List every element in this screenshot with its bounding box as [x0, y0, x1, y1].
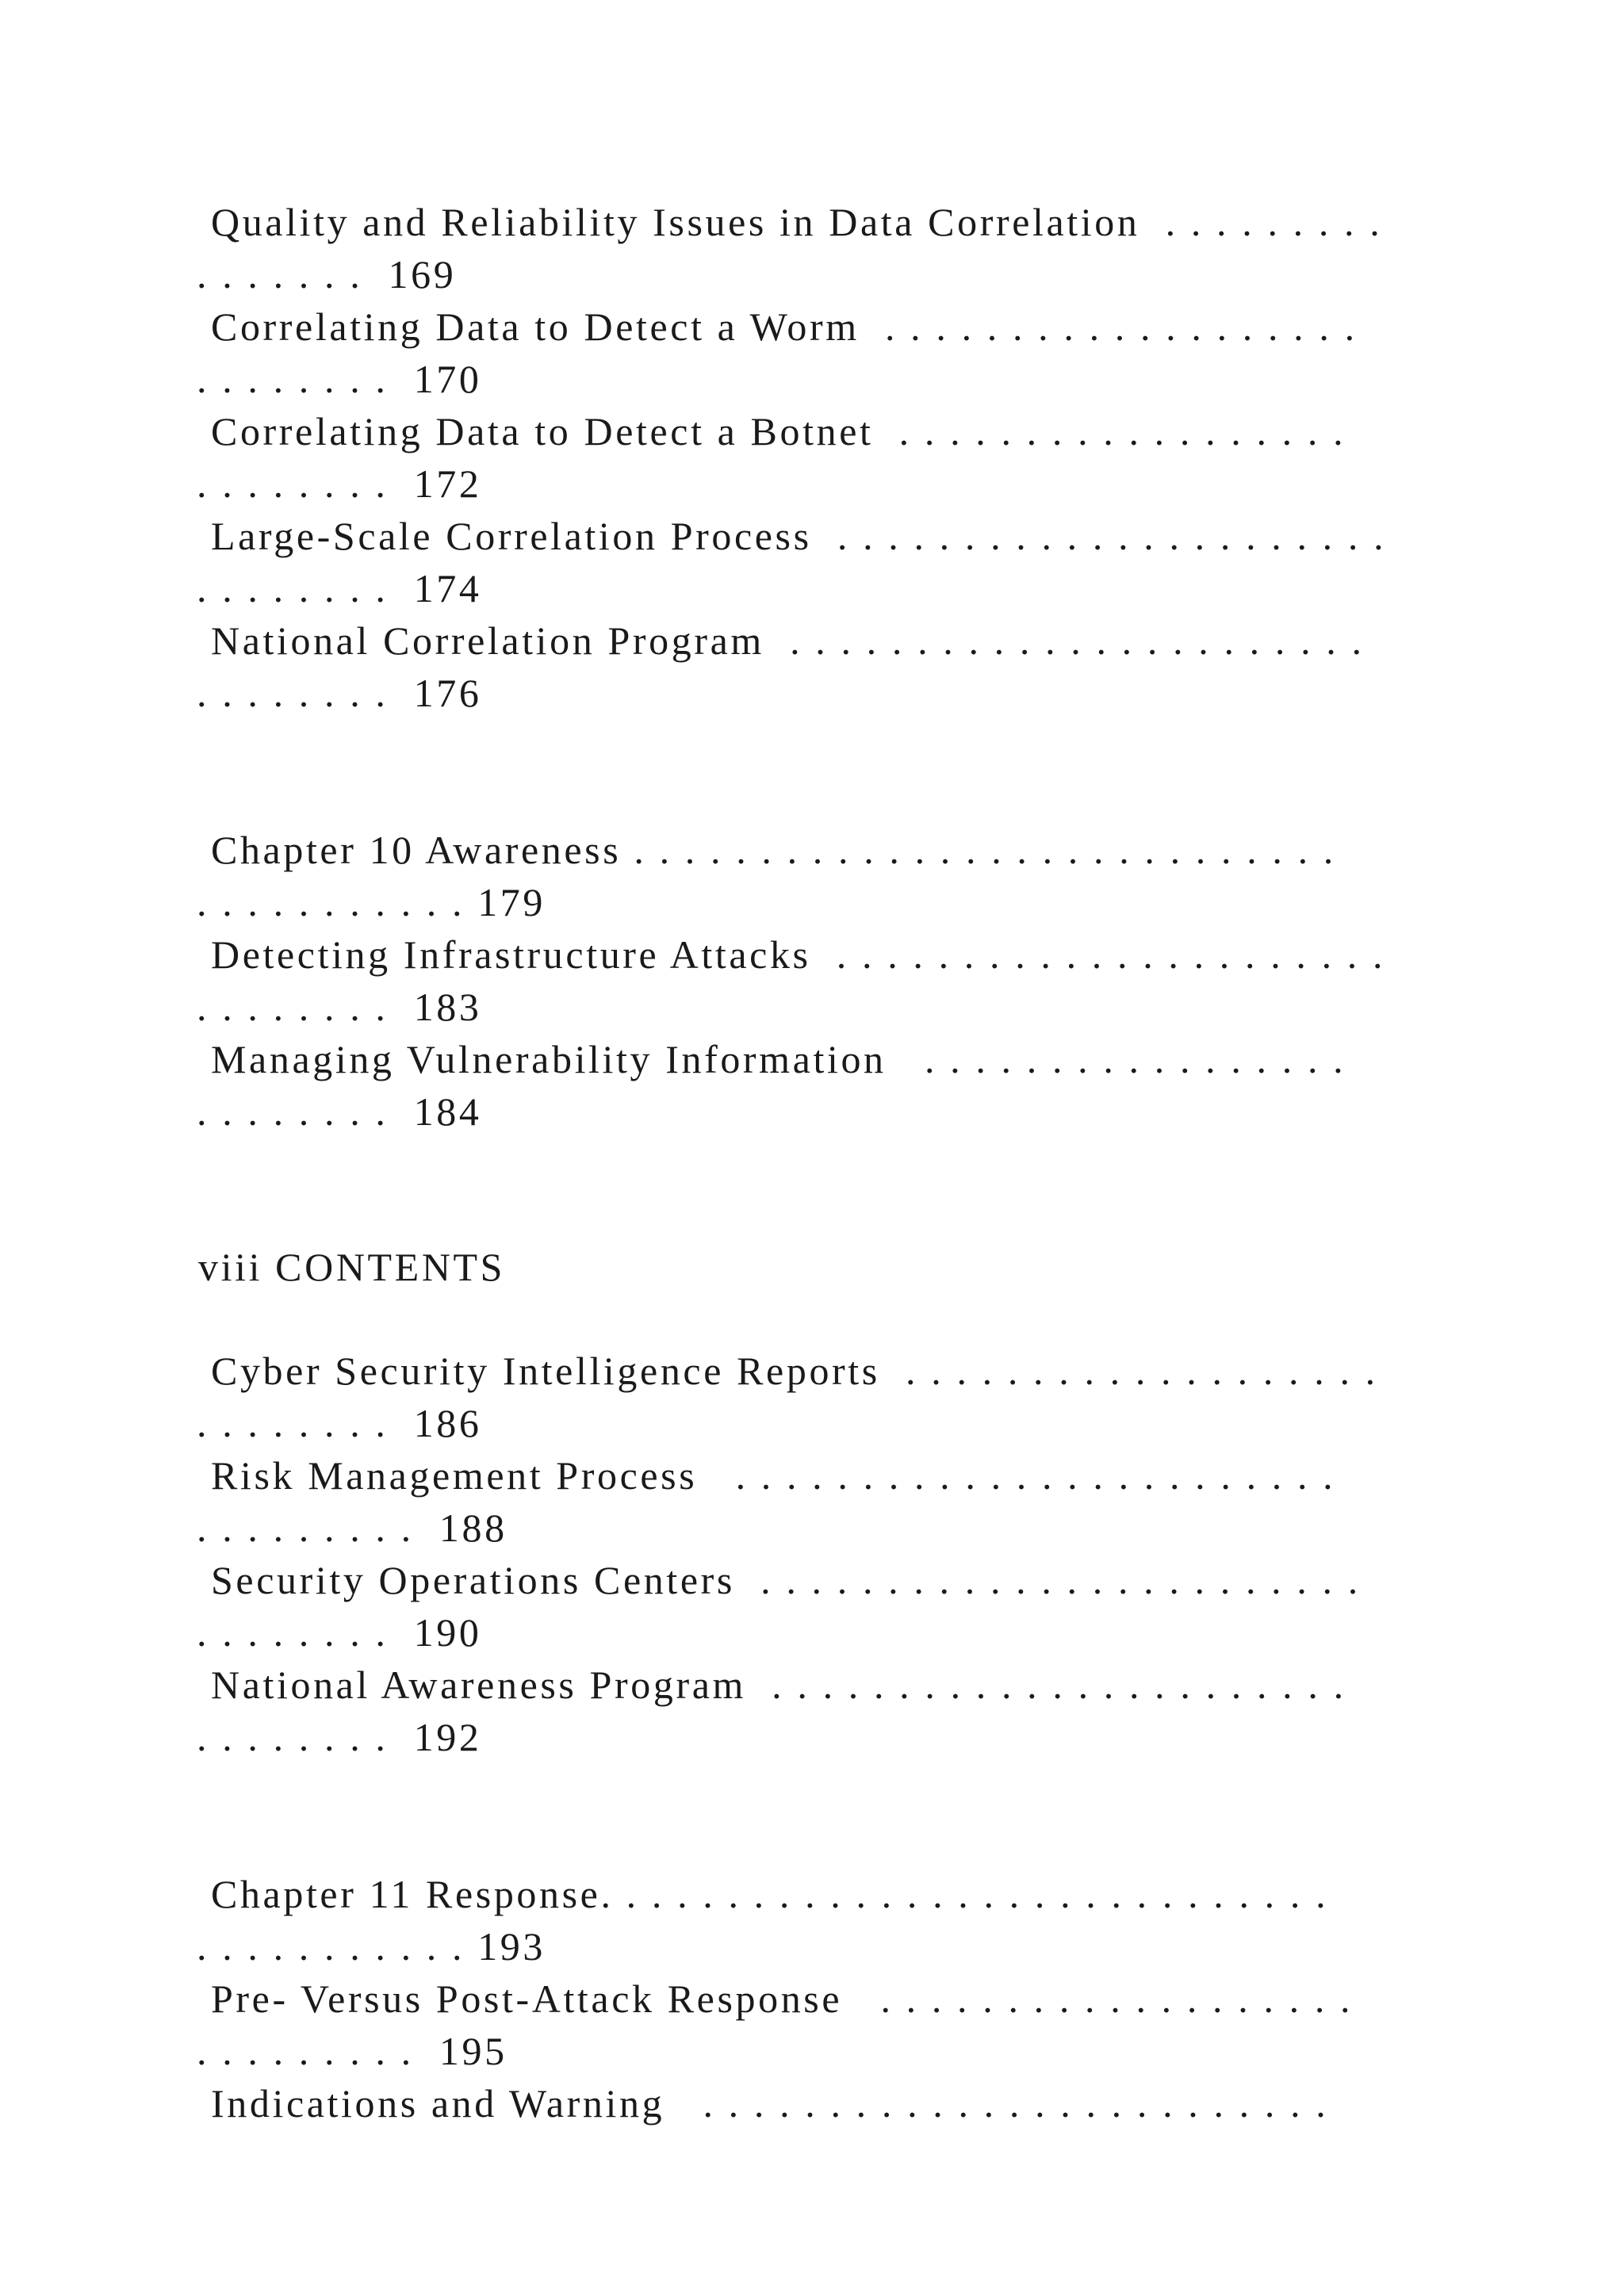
toc-entry-page: . . . . . . . . 186 — [197, 1401, 482, 1445]
toc-entry-page: . . . . . . . . 176 — [197, 671, 482, 715]
toc-entry-page: . . . . . . . . 184 — [197, 1089, 482, 1134]
toc-entry-title: Quality and Reliability Issues in Data Correlation . . . . . . . . . — [211, 200, 1383, 244]
toc-entry[interactable] — [197, 1452, 1434, 1556]
toc-chapter-title: Chapter 11 Response. . . . . . . . . . . . . . . . . . . . . . . . . . . . . — [211, 1872, 1329, 1916]
toc-block-top — [197, 198, 1434, 1140]
toc-entry-page: . . . . . . . . 183 — [197, 985, 482, 1029]
toc-entry-page: . . . . . . . . 174 — [197, 566, 482, 610]
toc-entry[interactable] — [197, 2080, 1434, 2184]
running-header: viii CONTENTS — [198, 1245, 506, 1289]
toc-entry[interactable] — [197, 617, 1434, 721]
toc-entry-title: Detecting Infrastructure Attacks . . . . . . . . . . . . . . . . . . . . . . — [211, 932, 1386, 977]
toc-entry-title: Correlating Data to Detect a Worm . . . . . . . . . . . . . . . . . . . — [211, 304, 1358, 349]
toc-entry-title: National Correlation Program . . . . . . . . . . . . . . . . . . . . . . . — [211, 618, 1365, 663]
toc-entry[interactable] — [197, 1347, 1434, 1452]
toc-entry[interactable] — [197, 198, 1434, 303]
toc-chapter-11[interactable] — [197, 1870, 1434, 1975]
toc-entry[interactable] — [197, 303, 1434, 408]
toc-entry[interactable] — [197, 1975, 1434, 2080]
toc-entry-title: Security Operations Centers . . . . . . . . . . . . . . . . . . . . . . . . — [211, 1558, 1361, 1602]
toc-entry-title: Pre- Versus Post-Attack Response . . . . . . . . . . . . . . . . . . . — [211, 1976, 1354, 2021]
toc-entry[interactable] — [197, 512, 1434, 617]
spacer — [197, 721, 1434, 826]
toc-entry-page: . . . . . . . . 192 — [197, 1715, 482, 1759]
toc-entry-title: Indications and Warning . . . . . . . . . . . . . . . . . . . . . . . . . — [211, 2081, 1329, 2126]
toc-entry[interactable] — [197, 1556, 1434, 1661]
toc-chapter-page: . . . . . . . . . . . 179 — [197, 880, 546, 924]
toc-entry[interactable] — [197, 1035, 1434, 1140]
toc-entry-page: . . . . . . . . . 195 — [197, 2029, 508, 2073]
toc-entry-page: . . . . . . . . 172 — [197, 461, 482, 506]
toc-entry-title: Cyber Security Intelligence Reports . . . . . . . . . . . . . . . . . . . — [211, 1349, 1378, 1393]
toc-entry-title: National Awareness Program . . . . . . . . . . . . . . . . . . . . . . . — [211, 1663, 1346, 1707]
toc-entry[interactable] — [197, 931, 1434, 1035]
toc-entry-title: Correlating Data to Detect a Botnet . . . . . . . . . . . . . . . . . . — [211, 409, 1346, 453]
toc-entry-title: Risk Management Process . . . . . . . . . . . . . . . . . . . . . . . . — [211, 1453, 1336, 1498]
toc-entry-page: . . . . . . . . 190 — [197, 1610, 482, 1655]
toc-block-bottom — [197, 1347, 1434, 2184]
toc-entry[interactable] — [197, 408, 1434, 512]
toc-chapter-10[interactable] — [197, 826, 1434, 931]
toc-entry-page: . . . . . . . . 170 — [197, 357, 482, 401]
toc-chapter-page: . . . . . . . . . . . 193 — [197, 1924, 546, 1969]
spacer — [197, 1766, 1434, 1870]
toc-entry-title: Managing Vulnerability Information . . . . . . . . . . . . . . . . . — [211, 1037, 1346, 1081]
toc-entry[interactable] — [197, 1661, 1434, 1766]
toc-entry-page: . . . . . . . . . 188 — [197, 1506, 508, 1550]
toc-chapter-title: Chapter 10 Awareness . . . . . . . . . . . . . . . . . . . . . . . . . . . . — [211, 828, 1336, 872]
toc-entry-page: . . . . . . . 169 — [197, 252, 457, 297]
toc-entry-title: Large-Scale Correlation Process . . . . . . . . . . . . . . . . . . . . . . — [211, 514, 1387, 558]
